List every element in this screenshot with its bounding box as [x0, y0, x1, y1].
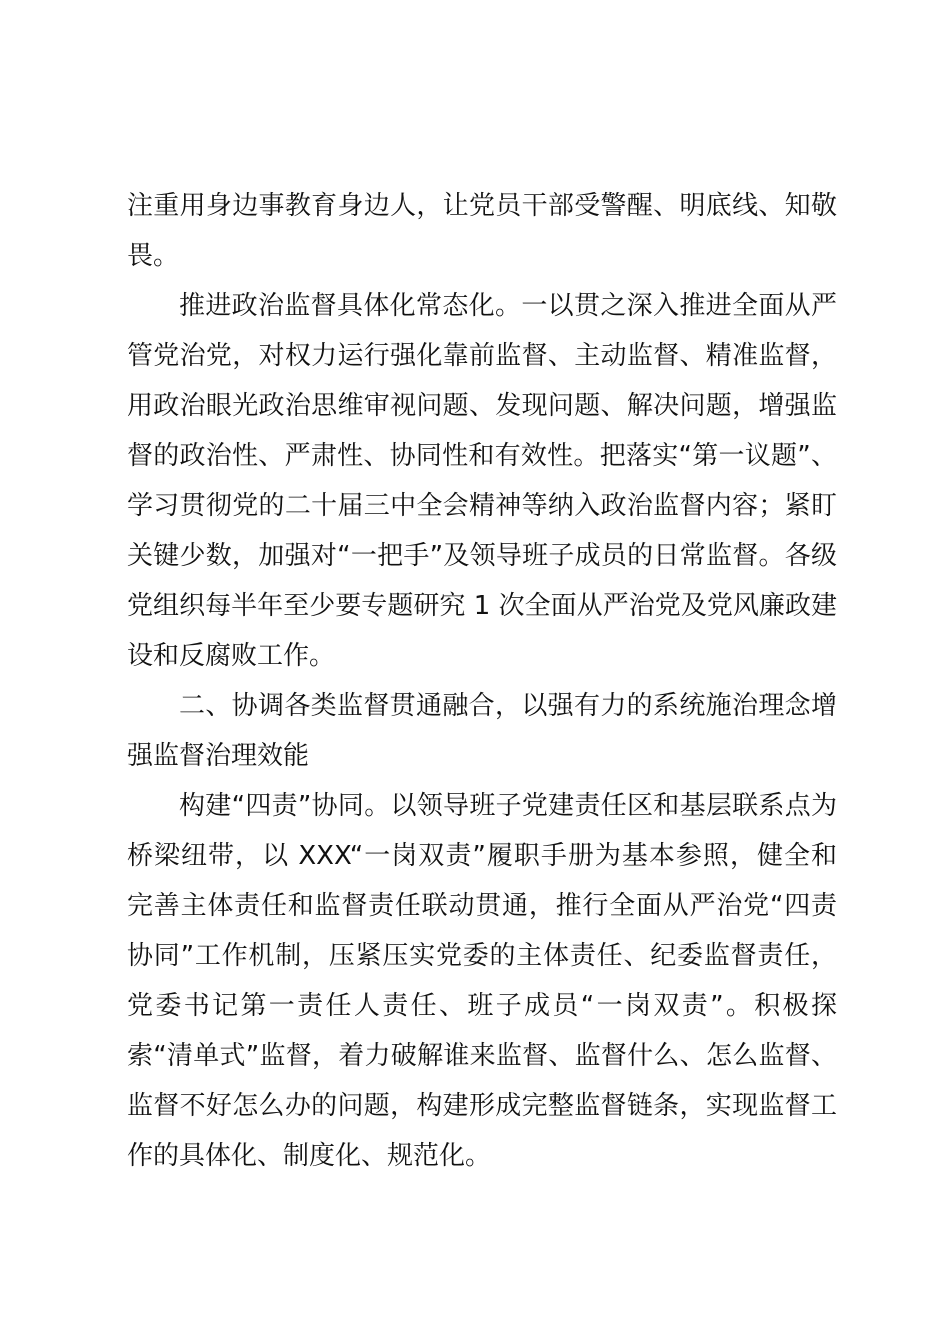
paragraph-political-supervision: 推进政治监督具体化常态化。一以贯之深入推进全面从严管党治党，对权力运行强化靠前监督、主动监督、精准监督，用政治眼光政治思维审视问题、发现问题、解决问题，增强监督的政治性、严肃性、协同性和有效性。把落实“第一议题”、学习贯彻党的二十届三中全会精神等纳入政治监督内容；紧盯关键少数，加强对“一把手”及领导班子成员的日常监督。各级党组织每半年至少要专题研究 1 次全面从严治党及党风廉政建设和反腐败工作。 — [127, 291, 837, 671]
section-heading-two: 二、协调各类监督贯通融合，以强有力的系统施治理念增强监督治理效能 — [127, 691, 837, 771]
document-body — [127, 181, 837, 1181]
paragraph-continuation: 注重用身边事教育身边人，让党员干部受警醒、明底线、知敬畏。 — [127, 191, 837, 271]
paragraph-four-responsibilities: 构建“四责”协同。以领导班子党建责任区和基层联系点为桥梁纽带，以 XXX“一岗双责”履职手册为基本参照，健全和完善主体责任和监督责任联动贯通，推行全面从严治党“四责协同”工作机制，压紧压实党委的主体责任、纪委监督责任，党委书记第一责任人责任、班子成员“一岗双责”。积极探索“清单式”监督，着力破解谁来监督、监督什么、怎么监督、监督不好怎么办的问题，构建形成完整监督链条，实现监督工作的具体化、制度化、规范化。 — [127, 791, 837, 1171]
